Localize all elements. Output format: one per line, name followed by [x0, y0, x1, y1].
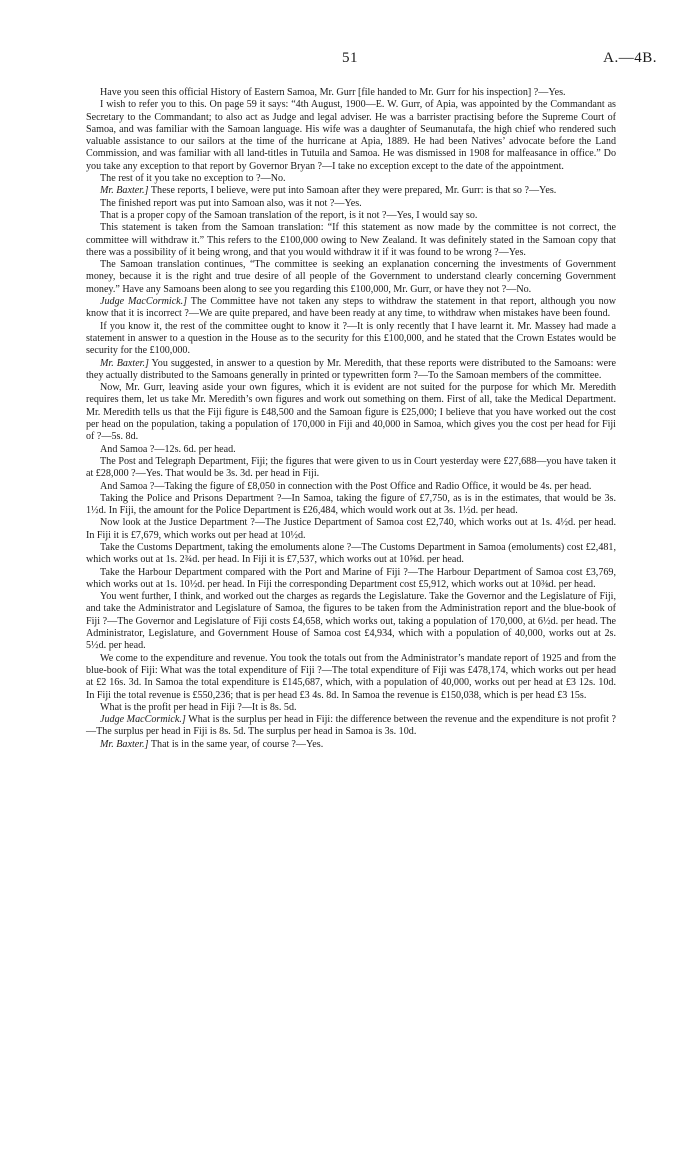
paragraph-text: Now look at the Justice Department ?—The Justice Department of Samoa cost £2,740, which works out at 1s. 4½d. per head. In Fiji it is £7,679, which works out per head at 10½d. [86, 517, 616, 541]
transcript-paragraph [86, 517, 616, 542]
paragraph-text: Taking the Police and Prisons Department ?—In Samoa, taking the figure of £7,750, as is in the estimates, that would be 3s. 1½d. In Fiji, the amount for the Police Department is £26,484, which would work out at 3s. 1½d. per head. [86, 492, 616, 517]
transcript-paragraph [86, 173, 616, 185]
paragraph-text: These reports, I believe, were put into Samoan after they were prepared, Mr. Gurr: is that so ?—Yes. [150, 185, 557, 197]
paragraph-text: The Samoan translation continues, “The committee is seeking an explanation concerning the investments of Government money, because it is the right and true desire of all people of the Government to understand clearly concerning Government money.” Have any Samoans been along to see you regarding this £100,000, Mr. Gurr, or have they not ?—No. [86, 259, 616, 295]
speaker-label: Mr. Baxter.] [100, 738, 149, 750]
transcript-paragraph [86, 321, 616, 358]
paragraph-text: That is a proper copy of the Samoan translation of the report, is it not ?—Yes, I would say so. [100, 209, 478, 221]
speaker-label: Mr. Baxter.] [100, 357, 149, 369]
transcript-paragraph [86, 444, 616, 456]
paragraph-text: The finished report was put into Samoan also, was it not ?—Yes. [100, 197, 362, 209]
transcript-body [86, 87, 616, 751]
transcript-paragraph [86, 382, 616, 443]
document-reference: A.—4B. [603, 50, 657, 66]
paragraph-text: What is the profit per head in Fiji ?—It is 8s. 5d. [100, 701, 297, 713]
paragraph-text: Take the Harbour Department compared with the Port and Marine of Fiji ?—The Harbour Department of Samoa cost £3,769, which works out at 1s. 10½d. per head. In Fiji the corresponding Department cost £5,912, which works out at 10⅜d. per head. [86, 566, 616, 590]
speaker-label: Judge MacCormick.] [100, 714, 186, 726]
transcript-paragraph [86, 222, 616, 259]
paragraph-text: Take the Customs Department, taking the emoluments alone ?—The Customs Department in Samoa (emoluments) cost £2,481, which works out at 1s. 2¾d. per head. In Fiji it is £7,537, which works out at 10⅝d. per head. [86, 541, 616, 566]
speaker-label: Mr. Baxter.] [100, 185, 149, 197]
paragraph-text: Have you seen this official History of Eastern Samoa, Mr. Gurr [file handed to Mr. Gurr for his inspection] ?—Yes. [100, 87, 566, 98]
transcript-paragraph [86, 198, 616, 210]
paragraph-text: The Post and Telegraph Department, Fiji; the figures that were given to us in Court yesterday were £27,688—you have taken it at £28,000 ?—Yes. That would be 3s. 3d. per head in Fiji. [86, 455, 616, 480]
paragraph-text: This statement is taken from the Samoan translation: “If this statement as now made by the committee is not correct, the committee will withdraw it.” This refers to the £100,000 owing to New Zealand. It was definitely stated in the Samoan copy that there was a possibility of it being wrong, and that you would withdraw it if it was found to be wrong ?—Yes. [86, 222, 616, 258]
transcript-paragraph [86, 99, 616, 173]
transcript-paragraph [86, 542, 616, 567]
paragraph-text: The Committee have not taken any steps to withdraw the statement in that report, although you now know that it is incorrect ?—We are quite prepared, and have been ready at any time, to withdraw when mistakes have been found. [86, 296, 616, 320]
paragraph-text: And Samoa ?—Taking the figure of £8,050 in connection with the Post Office and Radio Office, it would be 4s. per head. [100, 480, 592, 492]
transcript-paragraph [86, 481, 616, 493]
transcript-paragraph [86, 567, 616, 592]
transcript-paragraph [86, 210, 616, 222]
paragraph-text: Now, Mr. Gurr, leaving aside your own figures, which it is evident are not suited for the purpose for which Mr. Meredith requires them, let us take Mr. Meredith’s own figures and work out something on them. First of all, take the Medical Department. Mr. Meredith tells us that the Fiji figure is £48,500 and the Samoan figure is £25,000; I believe that you have worked out the cost per head on the population, taking a population of 170,000 in Fiji and 40,000 in Samoa, which gives you the cost per head for Fiji of ?—5s. 8d. [86, 382, 616, 443]
transcript-paragraph [86, 185, 616, 197]
paragraph-text: That is in the same year, of course ?—Yes. [150, 738, 324, 750]
transcript-paragraph [86, 653, 616, 702]
transcript-paragraph [86, 456, 616, 481]
speaker-label: Judge MacCormick.] [100, 296, 188, 308]
transcript-paragraph [86, 493, 616, 518]
paragraph-text: And Samoa ?—12s. 6d. per head. [100, 443, 236, 455]
page-number: 51 [342, 50, 358, 66]
paragraph-text: The rest of it you take no exception to ?—No. [100, 173, 286, 185]
paragraph-text: What is the surplus per head in Fiji: the difference between the revenue and the expenditure is not profit ?—The surplus per head in Fiji is 8s. 5d. The surplus per head in Samoa is 3s. 10d. [86, 714, 616, 738]
paragraph-text: I wish to refer you to this. On page 59 it says: “4th August, 1900—E. W. Gurr, of Apia, was appointed by the Commandant as Secretary to the Commandant; to also act as Judge and legal adviser. He was a barrister practising before the Supreme Court of Samoa, and was familiar with the Samoan language. His wife was a daughter of Seumanutafa, the high chief who rendered such valuable assistance to our sailors at the time of the hurricane at Apia, 1889. He had been Natives’ advocate before the Land Commission, and was familiar with all land-titles in Tutuila and Samoa. He was dismissed in 1908 for malfeasance in office.” Do you take any exception to that report by Governor Bryan ?—I take no exception except to the date of the appointment. [86, 99, 616, 172]
paragraph-text: You suggested, in answer to a question by Mr. Meredith, that these reports were distributed to the Samoans: were they actually distributed to the Samoans generally in printed or typewritten form ?—To the Samoan members of the committee. [86, 357, 616, 381]
transcript-paragraph [86, 87, 616, 99]
transcript-paragraph [86, 702, 616, 714]
transcript-paragraph [86, 714, 616, 739]
transcript-paragraph [86, 358, 616, 383]
transcript-paragraph [86, 296, 616, 321]
transcript-paragraph [86, 591, 616, 652]
paragraph-text: We come to the expenditure and revenue. You took the totals out from the Administrator’s mandate report of 1925 and from the blue-book of Fiji: What was the total expenditure of Fiji ?—The total expenditure of Fiji was £478,174, which works out per head at £2 16s. 3d. In Samoa the total expenditure is £145,687, which, with a population of 40,000, works out per head at £3 12s. 10d. In Fiji the total revenue is £550,236; that is per head £3 4s. 8d. In Samoa the revenue is £150,038, which is per head £3 15s. [86, 652, 616, 701]
paragraph-text: If you know it, the rest of the committee ought to know it ?—It is only recently that I have learnt it. Mr. Massey had made a statement in answer to a question in the House as to the security for this £100,000, and he stated that the Crown Estates would be security for the £100,000. [86, 320, 616, 357]
paragraph-text: You went further, I think, and worked out the charges as regards the Legislature. Take the Governor and the Legislature of Fiji, and take the Administrator and Legislature of Samoa, the figures to be taken from the Administration report and the blue-book of Fiji ?—The Governor and Legislature of Fiji costs £4,658, which works out, taking a population of 170,000, at 6½d. per head. The Administrator, Legislature, and Government House of Samoa cost £4,934, which with a population of 40,000, works out at 2s. 5½d. per head. [86, 591, 616, 652]
transcript-paragraph [86, 739, 616, 751]
transcript-paragraph [86, 259, 616, 296]
